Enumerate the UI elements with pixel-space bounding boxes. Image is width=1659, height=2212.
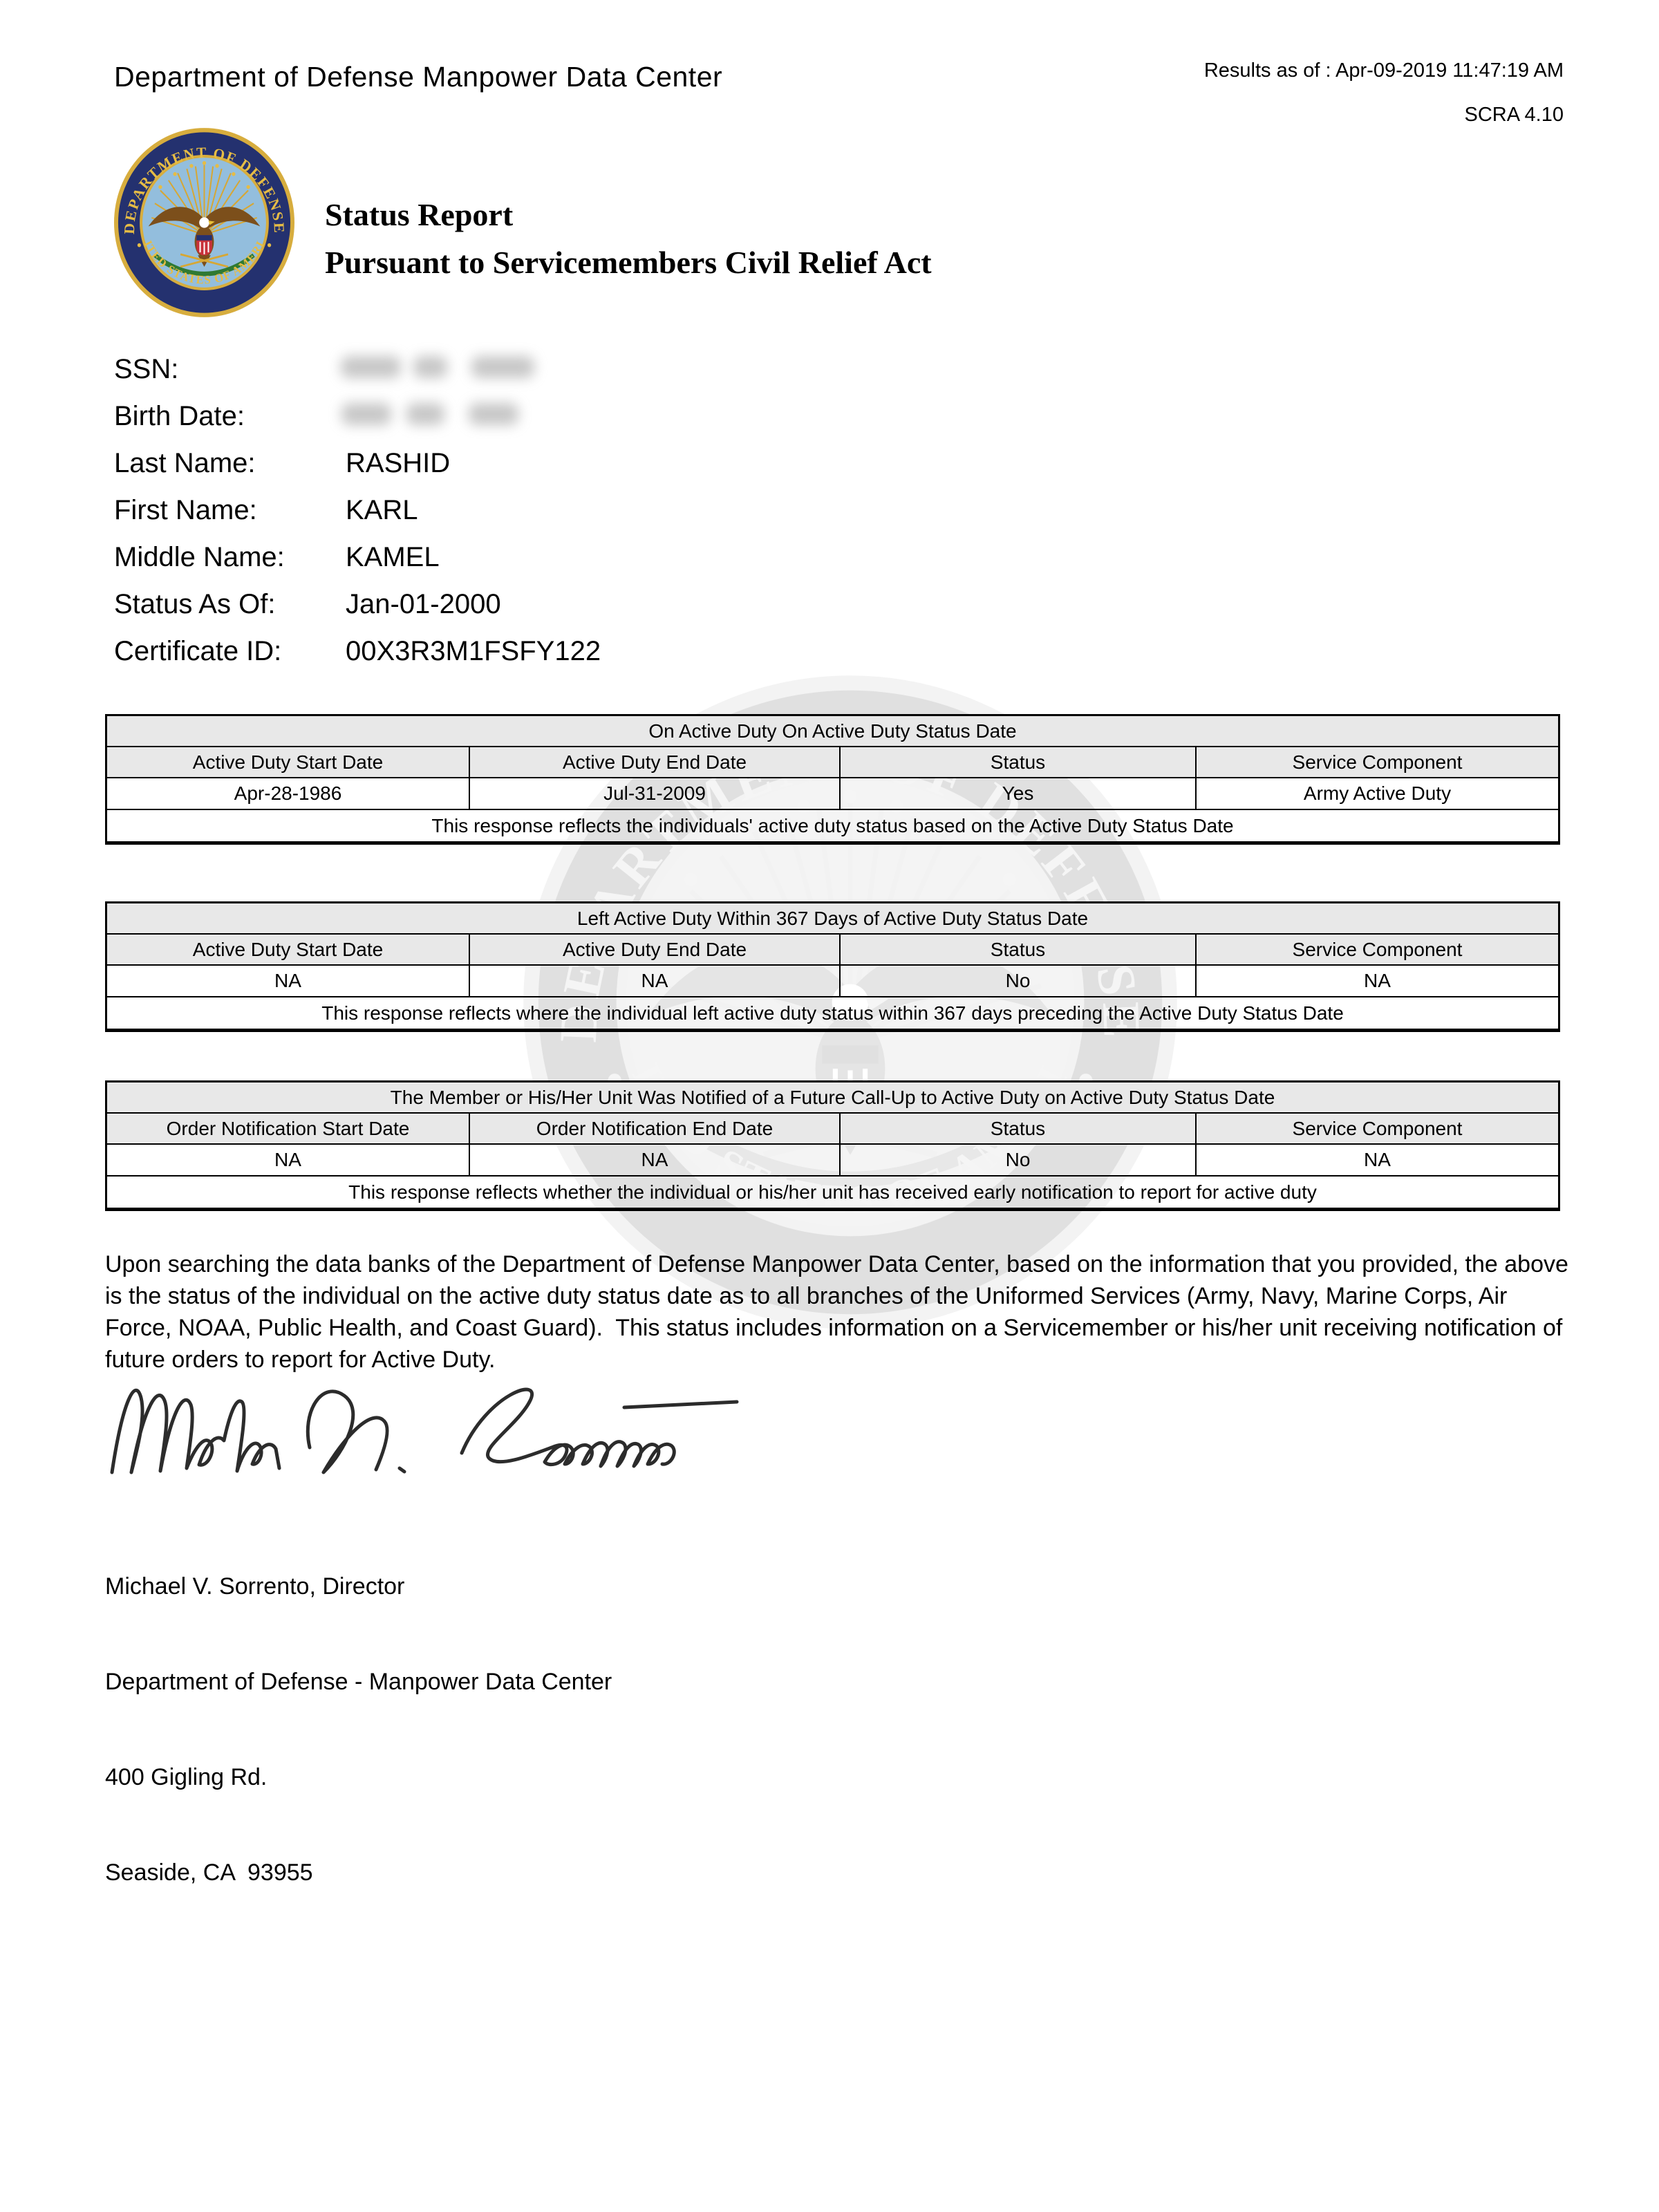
- field-label: SSN:: [114, 354, 179, 384]
- column-header: Active Duty End Date: [469, 747, 840, 778]
- field-value: Jan-01-2000: [346, 589, 501, 619]
- column-header: Active Duty Start Date: [106, 747, 470, 778]
- table-cell: Yes: [840, 778, 1196, 809]
- table-title: On Active Duty On Active Duty Status Date: [106, 715, 1559, 747]
- table-cell: No: [840, 965, 1196, 997]
- column-header: Status: [840, 934, 1196, 965]
- field-value: KARL: [346, 495, 418, 525]
- column-header: Active Duty Start Date: [106, 934, 470, 965]
- column-header: Service Component: [1196, 934, 1559, 965]
- active-duty-table: [105, 714, 1560, 845]
- results-as-of-timestamp: Results as of : Apr-09-2019 11:47:19 AM: [1203, 59, 1564, 82]
- field-certificate-id: [114, 636, 601, 683]
- table-cell: NA: [1196, 1144, 1559, 1176]
- field-value: RASHID: [346, 448, 451, 478]
- report-title-line2: Pursuant to Servicemembers Civil Relief Act: [325, 245, 932, 280]
- scra-version: SCRA 4.10: [1464, 104, 1564, 126]
- footer-address-block: [105, 1507, 612, 1952]
- field-label: Last Name:: [114, 448, 256, 478]
- explanatory-paragraph: Upon searching the data banks of the Department of Defense Manpower Data Center, based on the information that you provided, the above is the status of the individual on the active duty status date as to all branches of the Uniformed Services (Army, Navy, Marine Corps, Air Force, NOAA, Public Health, and Coast Guard). This status includes information on a Servicemember or his/her unit receiving notification of future orders to report for Active Duty.: [105, 1251, 1575, 1373]
- field-label: Birth Date:: [114, 401, 245, 431]
- table-cell: NA: [106, 1144, 470, 1176]
- document-title: Department of Defense Manpower Data Center: [114, 61, 723, 93]
- notification-table: [105, 1080, 1560, 1211]
- field-label: Status As Of:: [114, 589, 276, 619]
- table-cell: NA: [469, 965, 840, 997]
- column-header: Status: [840, 1113, 1196, 1144]
- field-label: Certificate ID:: [114, 636, 282, 666]
- city-line: Seaside, CA 93955: [105, 1859, 313, 1886]
- report-title-line1: Status Report: [325, 197, 514, 232]
- field-last-name: [114, 448, 451, 495]
- column-header: Order Notification End Date: [469, 1113, 840, 1144]
- field-status-as-of: [114, 589, 501, 636]
- report-title: [325, 191, 932, 286]
- table-cell: Army Active Duty: [1196, 778, 1559, 809]
- agency-line: Department of Defense - Manpower Data Center: [105, 1669, 612, 1695]
- table-cell: NA: [1196, 965, 1559, 997]
- column-header: Service Component: [1196, 1113, 1559, 1144]
- table-cell: NA: [106, 965, 470, 997]
- dod-seal-logo: [113, 126, 296, 319]
- field-ssn: [114, 354, 179, 401]
- column-header: Order Notification Start Date: [106, 1113, 470, 1144]
- left-active-duty-table: [105, 901, 1560, 1032]
- table-cell: Jul-31-2009: [469, 778, 840, 809]
- director-name-line: Michael V. Sorrento, Director: [105, 1573, 405, 1600]
- field-value: 00X3R3M1FSFY122: [346, 636, 601, 666]
- column-header: Active Duty End Date: [469, 934, 840, 965]
- field-label: Middle Name:: [114, 542, 285, 572]
- director-signature-image: [102, 1363, 800, 1491]
- table-cell: NA: [469, 1144, 840, 1176]
- table-note: This response reflects the individuals' active duty status based on the Active Duty Status Date: [106, 809, 1559, 843]
- table-note: This response reflects where the individual left active duty status within 367 days preceding the Active Duty Status Date: [106, 997, 1559, 1031]
- table-title: Left Active Duty Within 367 Days of Active Duty Status Date: [106, 903, 1559, 935]
- column-header: Status: [840, 747, 1196, 778]
- table-title: The Member or His/Her Unit Was Notified of a Future Call-Up to Active Duty on Active Duty Status Date: [106, 1082, 1559, 1114]
- table-cell: Apr-28-1986: [106, 778, 470, 809]
- field-middle-name: [114, 542, 440, 589]
- field-first-name: [114, 495, 418, 542]
- table-cell: No: [840, 1144, 1196, 1176]
- field-label: First Name:: [114, 495, 257, 525]
- table-note: This response reflects whether the individual or his/her unit has received early notification to report for active duty: [106, 1176, 1559, 1210]
- street-line: 400 Gigling Rd.: [105, 1764, 268, 1790]
- field-value: KAMEL: [346, 542, 440, 572]
- field-birth-date: [114, 401, 245, 448]
- column-header: Service Component: [1196, 747, 1559, 778]
